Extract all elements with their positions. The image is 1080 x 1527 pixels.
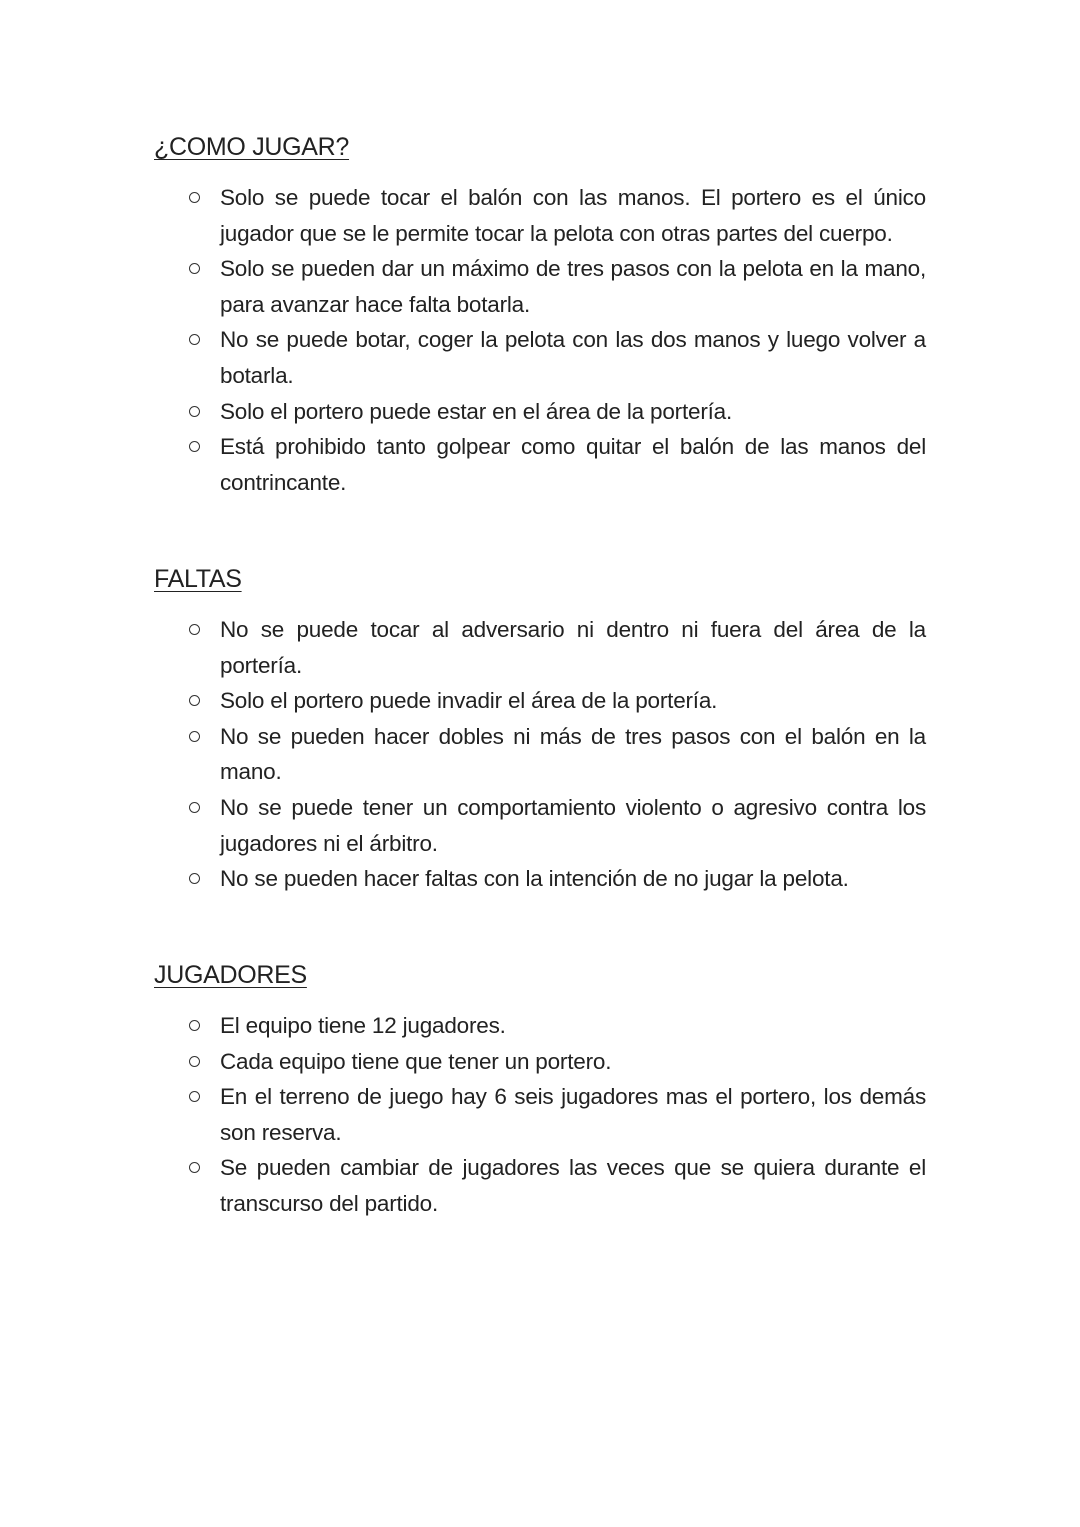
- circle-bullet-icon: [189, 695, 200, 706]
- list-item-text: Solo se puede tocar el balón con las manos. El portero es el único jugador que se le permite tocar la pelota con otras partes del cuerpo.: [220, 185, 926, 246]
- circle-bullet-icon: [189, 731, 200, 742]
- list-item: [154, 1008, 926, 1044]
- circle-bullet-icon: [189, 263, 200, 274]
- section-heading: JUGADORES: [154, 961, 307, 989]
- list-item: [154, 394, 926, 430]
- circle-bullet-icon: [189, 624, 200, 635]
- circle-bullet-icon: [189, 1056, 200, 1067]
- circle-bullet-icon: [189, 192, 200, 203]
- list-item: [154, 1079, 926, 1150]
- list-item: [154, 180, 926, 251]
- circle-bullet-icon: [189, 802, 200, 813]
- list-item: [154, 251, 926, 322]
- list-item: [154, 1044, 926, 1080]
- section-jugadores: [154, 956, 926, 1222]
- list-item-text: El equipo tiene 12 jugadores.: [220, 1013, 506, 1038]
- list-item-text: Solo el portero puede estar en el área de la portería.: [220, 398, 733, 424]
- list-item: [154, 719, 926, 790]
- list-item: [154, 861, 926, 897]
- list-item-text: No se puede tocar al adversario ni dentro ni fuera del área de la portería.: [220, 617, 926, 678]
- circle-bullet-icon: [189, 873, 200, 884]
- list-item-text: No se puede tener un comportamiento violento o agresivo contra los jugadores ni el árbitro.: [220, 794, 926, 856]
- bullet-list: [154, 612, 926, 897]
- bullet-list: [154, 1008, 926, 1222]
- list-item: [154, 612, 926, 683]
- list-item: [154, 429, 926, 500]
- list-item: [154, 790, 926, 861]
- circle-bullet-icon: [189, 1020, 200, 1031]
- section-heading: ¿COMO JUGAR?: [154, 133, 350, 161]
- list-item-text: En el terreno de juego hay 6 seis jugadores mas el portero, los demás son reserva.: [220, 1084, 926, 1145]
- list-item-text: No se pueden hacer dobles ni más de tres pasos con el balón en la mano.: [220, 723, 926, 785]
- circle-bullet-icon: [189, 1091, 200, 1102]
- list-item-text: Solo se pueden dar un máximo de tres pasos con la pelota en la mano, para avanzar hace falta botarla.: [220, 256, 926, 317]
- circle-bullet-icon: [189, 1162, 200, 1173]
- bullet-list: [154, 180, 926, 500]
- circle-bullet-icon: [189, 441, 200, 452]
- section-heading: FALTAS: [154, 565, 242, 593]
- list-item-text: Se pueden cambiar de jugadores las veces que se quiera durante el transcurso del partido.: [220, 1155, 926, 1216]
- section-faltas: [154, 560, 926, 897]
- list-item-text: No se puede botar, coger la pelota con las dos manos y luego volver a botarla.: [220, 327, 926, 388]
- list-item: [154, 322, 926, 393]
- circle-bullet-icon: [189, 406, 200, 417]
- document-page: [154, 128, 926, 1216]
- list-item-text: Cada equipo tiene que tener un portero.: [220, 1048, 612, 1074]
- list-item-text: Solo el portero puede invadir el área de la portería.: [220, 688, 718, 714]
- list-item-text: No se pueden hacer faltas con la intención de no jugar la pelota.: [220, 866, 849, 892]
- list-item-text: Está prohibido tanto golpear como quitar el balón de las manos del contrincante.: [220, 434, 926, 495]
- list-item: [154, 683, 926, 719]
- circle-bullet-icon: [189, 334, 200, 345]
- section-como-jugar: [154, 128, 926, 500]
- list-item: [154, 1150, 926, 1221]
